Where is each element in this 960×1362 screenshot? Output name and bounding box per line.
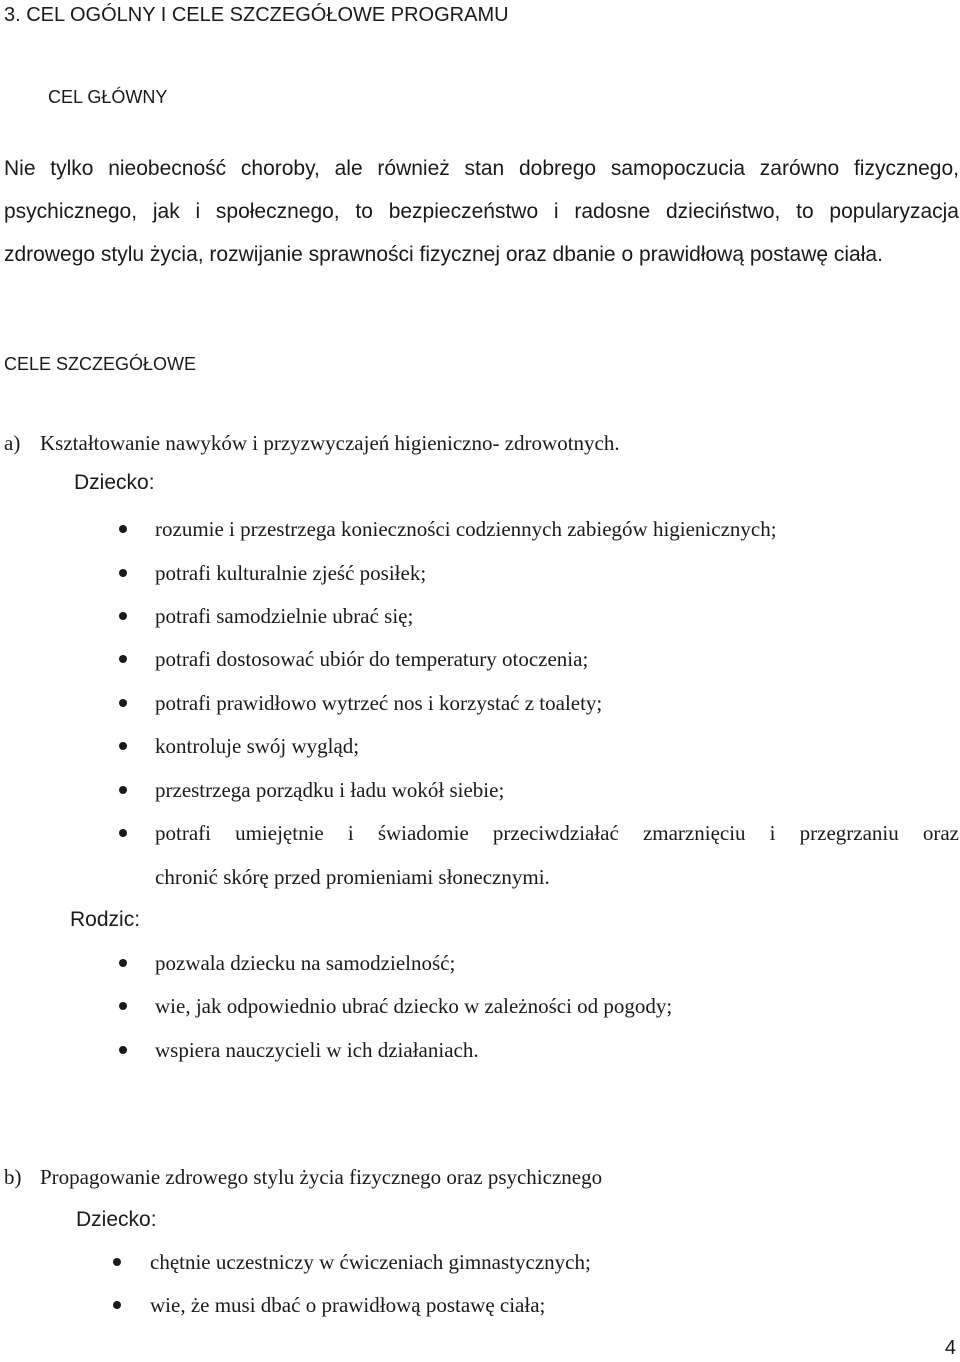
bullet-icon <box>119 525 127 533</box>
main-goal-line-1: Nie tylko nieobecność choroby, ale również stan dobrego samopoczucia zarówno fizycznego, <box>4 157 959 180</box>
bullet-icon <box>119 1046 127 1054</box>
bullet-icon <box>119 699 127 707</box>
goal-a-parent-label: Rodzic: <box>70 908 141 931</box>
list-item: potrafi kulturalnie zjeść posiłek; <box>155 561 427 585</box>
goal-b-child-label: Dziecko: <box>76 1208 157 1231</box>
list-item: rozumie i przestrzega konieczności codziennych zabiegów higienicznych; <box>155 517 777 541</box>
bullet-icon <box>119 742 127 750</box>
bullet-icon <box>119 786 127 794</box>
bullet-icon <box>119 829 127 837</box>
list-item: potrafi samodzielnie ubrać się; <box>155 604 414 628</box>
main-goal-line-3: zdrowego stylu życia, rozwijanie sprawności fizycznej oraz dbanie o prawidłową postawę ciała. <box>4 243 883 266</box>
list-item: potrafi prawidłowo wytrzeć nos i korzystać z toalety; <box>155 691 603 715</box>
list-item: kontroluje swój wygląd; <box>155 734 360 758</box>
list-item: potrafi dostosować ubiór do temperatury otoczenia; <box>155 647 589 671</box>
list-item: wspiera nauczycieli w ich działaniach. <box>155 1038 479 1062</box>
main-goal-heading: CEL GŁÓWNY <box>48 87 168 107</box>
list-item-line-2: chronić skórę przed promieniami słonecznymi. <box>155 865 550 889</box>
bullet-icon <box>119 959 127 967</box>
list-item-line-1: potrafi umiejętnie i świadomie przeciwdziałać zmarznięciu i przegrzaniu oraz <box>155 821 959 845</box>
goal-b-title: Propagowanie zdrowego stylu życia fizycznego oraz psychicznego <box>40 1165 603 1189</box>
goal-a-marker: a) <box>4 431 21 455</box>
bullet-icon <box>119 655 127 663</box>
main-goal-line-2: psychicznego, jak i społecznego, to bezpieczeństwo i radosne dzieciństwo, to popularyzacja <box>4 200 959 223</box>
list-item: przestrzega porządku i ładu wokół siebie; <box>155 778 505 802</box>
list-item: wie, jak odpowiednio ubrać dziecko w zależności od pogody; <box>155 994 673 1018</box>
bullet-icon <box>113 1301 121 1309</box>
list-item: pozwala dziecku na samodzielność; <box>155 951 456 975</box>
goal-a-title: Kształtowanie nawyków i przyzwyczajeń higieniczno- zdrowotnych. <box>40 431 620 455</box>
bullet-icon <box>119 569 127 577</box>
section-heading: 3. CEL OGÓLNY I CELE SZCZEGÓŁOWE PROGRAMU <box>4 4 509 26</box>
bullet-icon <box>119 1002 127 1010</box>
page-number: 4 <box>944 1337 956 1359</box>
bullet-icon <box>119 612 127 620</box>
detailed-goals-heading: CELE SZCZEGÓŁOWE <box>4 354 197 374</box>
goal-b-marker: b) <box>4 1165 22 1189</box>
bullet-icon <box>113 1258 121 1266</box>
goal-a-child-label: Dziecko: <box>74 471 155 494</box>
list-item: chętnie uczestniczy w ćwiczeniach gimnastycznych; <box>150 1250 591 1274</box>
list-item: wie, że musi dbać o prawidłową postawę ciała; <box>150 1293 546 1317</box>
